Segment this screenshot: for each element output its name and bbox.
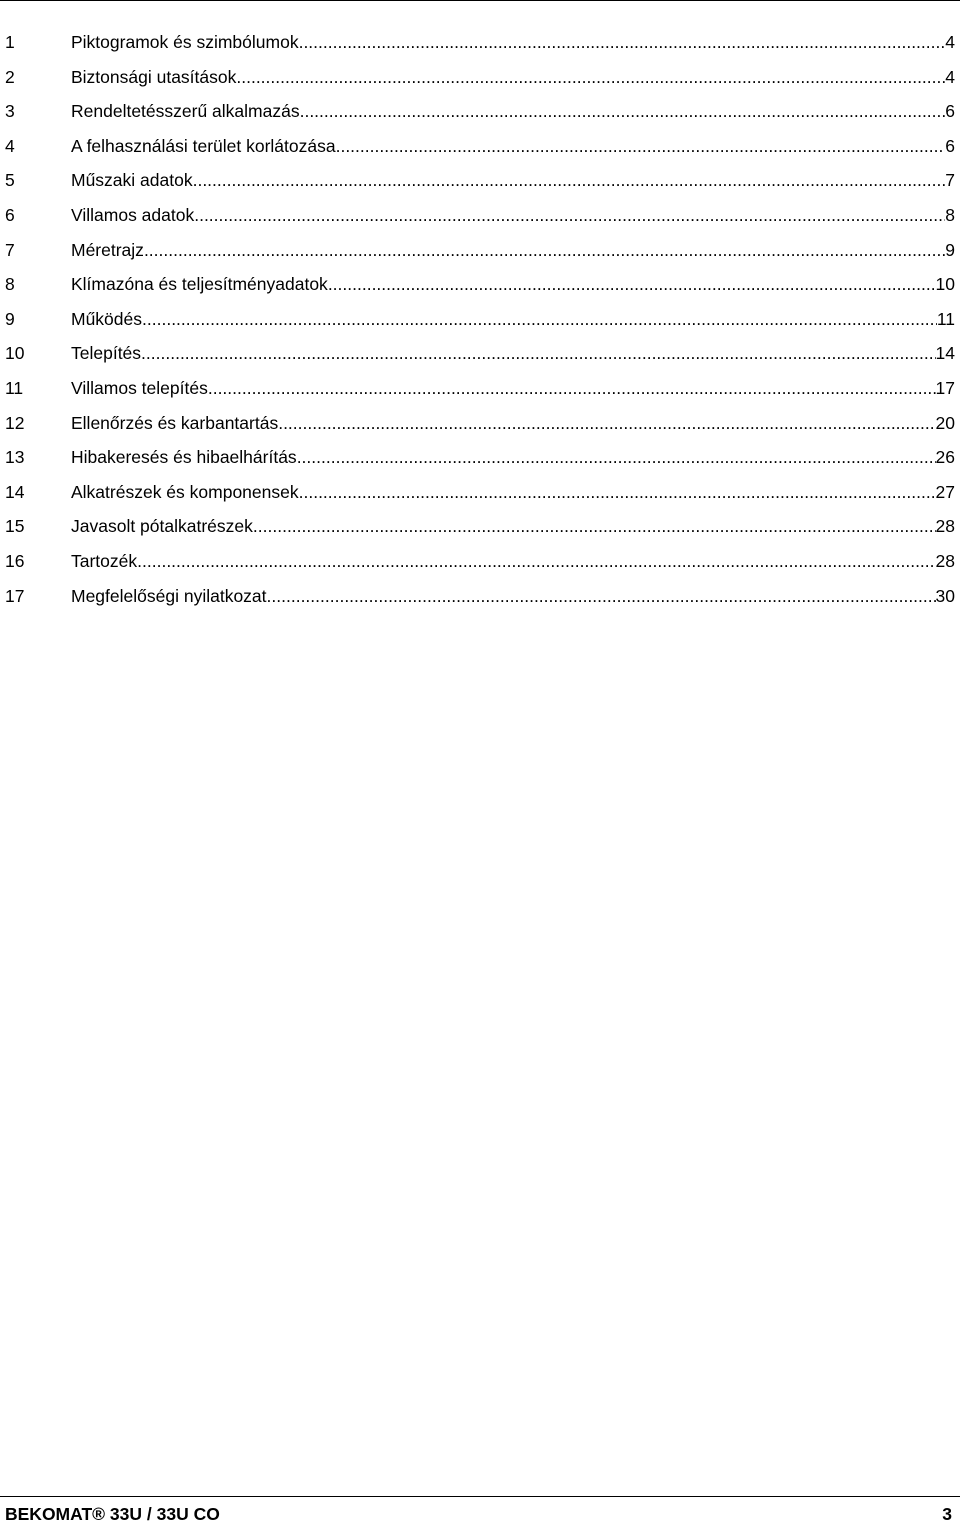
toc-entry-page: 28 [936,513,955,539]
toc-entry[interactable] [0,133,960,168]
toc-entry-page: 10 [936,271,955,297]
toc-entry-number: 9 [5,308,15,329]
toc-entry-page: 28 [936,548,955,574]
toc-entry-title: Piktogramok és szimbólumok [71,29,299,55]
toc-dot-leader [299,479,936,505]
toc-entry-line [71,548,955,574]
toc-entry-title: Telepítés [71,340,141,366]
toc-entry-page: 14 [936,340,955,366]
toc-dot-leader [236,64,945,90]
toc-entry-number: 13 [5,447,25,468]
toc-entry-page: 6 [945,98,955,124]
toc-entry[interactable] [0,202,960,237]
toc-entry-page: 4 [945,64,955,90]
toc-entry-number: 12 [5,412,25,433]
toc-entry-page: 4 [945,29,955,55]
toc-entry[interactable] [0,548,960,583]
toc-entry[interactable] [0,167,960,202]
toc-dot-leader [278,410,935,436]
footer-rule [0,1496,960,1497]
toc-entry-line [71,513,955,539]
header-rule [0,0,960,1]
toc-entry-title: Hibakeresés és hibaelhárítás [71,444,297,470]
toc-dot-leader [336,133,946,159]
toc-dot-leader [297,444,936,470]
toc-dot-leader [194,202,945,228]
toc-entry[interactable] [0,237,960,272]
toc-entry-title: Villamos telepítés [71,375,208,401]
footer-page-number: 3 [942,1504,952,1524]
toc-entry-page: 8 [945,202,955,228]
toc-dot-leader [142,306,937,332]
toc-entry-line [71,479,955,505]
toc-dot-leader [144,237,945,263]
toc-entry-number: 4 [5,135,15,156]
toc-entry-number: 8 [5,274,15,295]
toc-dot-leader [299,29,946,55]
toc-entry-number: 6 [5,204,15,225]
toc-entry-title: Megfelelőségi nyilatkozat [71,583,267,609]
toc-entry[interactable] [0,340,960,375]
toc-entry-page: 20 [936,410,955,436]
toc-entry[interactable] [0,271,960,306]
toc-entry-title: Biztonsági utasítások [71,64,236,90]
toc-dot-leader [137,548,935,574]
toc-entry-number: 14 [5,481,25,502]
toc-entry[interactable] [0,375,960,410]
toc-dot-leader [253,513,936,539]
toc-entry-title: Tartozék [71,548,137,574]
toc-dot-leader [193,167,946,193]
toc-entry-number: 5 [5,170,15,191]
toc-entry-number: 7 [5,239,15,260]
toc-entry[interactable] [0,513,960,548]
toc-entry-number: 11 [5,377,24,398]
toc-entry-line [71,410,955,436]
toc-entry-title: Méretrajz [71,237,144,263]
toc-entry-line [71,64,955,90]
toc-dot-leader [300,98,946,124]
toc-entry[interactable] [0,583,960,618]
toc-entry[interactable] [0,29,960,64]
toc-dot-leader [141,340,935,366]
toc-entry-page: 6 [945,133,955,159]
toc-dot-leader [267,583,936,609]
toc-entry-title: Villamos adatok [71,202,194,228]
toc-entry-number: 2 [5,66,15,87]
toc-dot-leader [208,375,936,401]
toc-entry-title: Ellenőrzés és karbantartás [71,410,278,436]
toc-entry-number: 16 [5,550,25,571]
toc-entry-line [71,375,955,401]
toc-entry-number: 10 [5,343,25,364]
toc-entry-page: 26 [936,444,955,470]
toc-entry-line [71,202,955,228]
toc-entry-number: 1 [5,32,15,52]
toc-entry-page: 7 [945,167,955,193]
toc-entry-title: A felhasználási terület korlátozása [71,133,336,159]
toc-entry-page: 17 [936,375,955,401]
footer-product-name: BEKOMAT® 33U / 33U CO [5,1504,220,1524]
toc-entry-page: 27 [936,479,955,505]
toc-entry[interactable] [0,64,960,99]
toc-entry-line [71,98,955,124]
toc-entry-title: Rendeltetésszerű alkalmazás [71,98,300,124]
toc-entry-number: 3 [5,101,15,122]
toc-entry-title: Klímazóna és teljesítményadatok [71,271,328,297]
toc-entry[interactable] [0,410,960,445]
toc-entry-page: 30 [936,583,955,609]
toc-entry-line [71,444,955,470]
toc-entry-line [71,29,955,55]
toc-entry-number: 15 [5,516,25,537]
toc-entry-title: Működés [71,306,142,332]
toc-entry-line [71,133,955,159]
toc-entry-line [71,271,955,297]
toc-entry-number: 17 [5,585,25,606]
toc-entry-line [71,306,955,332]
toc-dot-leader [328,271,936,297]
toc-entry-page: 11 [937,306,955,332]
toc-entry-line [71,237,955,263]
toc-entry-title: Alkatrészek és komponensek [71,479,299,505]
toc-entry-line [71,340,955,366]
toc-entry[interactable] [0,98,960,133]
toc-entry[interactable] [0,306,960,341]
toc-entry[interactable] [0,479,960,514]
toc-entry-page: 9 [945,237,955,263]
toc-entry-line [71,167,955,193]
toc-entry-line [71,583,955,609]
toc-entry-title: Javasolt pótalkatrészek [71,513,253,539]
table-of-contents [0,29,960,617]
toc-entry-title: Műszaki adatok [71,167,193,193]
toc-entry[interactable] [0,444,960,479]
